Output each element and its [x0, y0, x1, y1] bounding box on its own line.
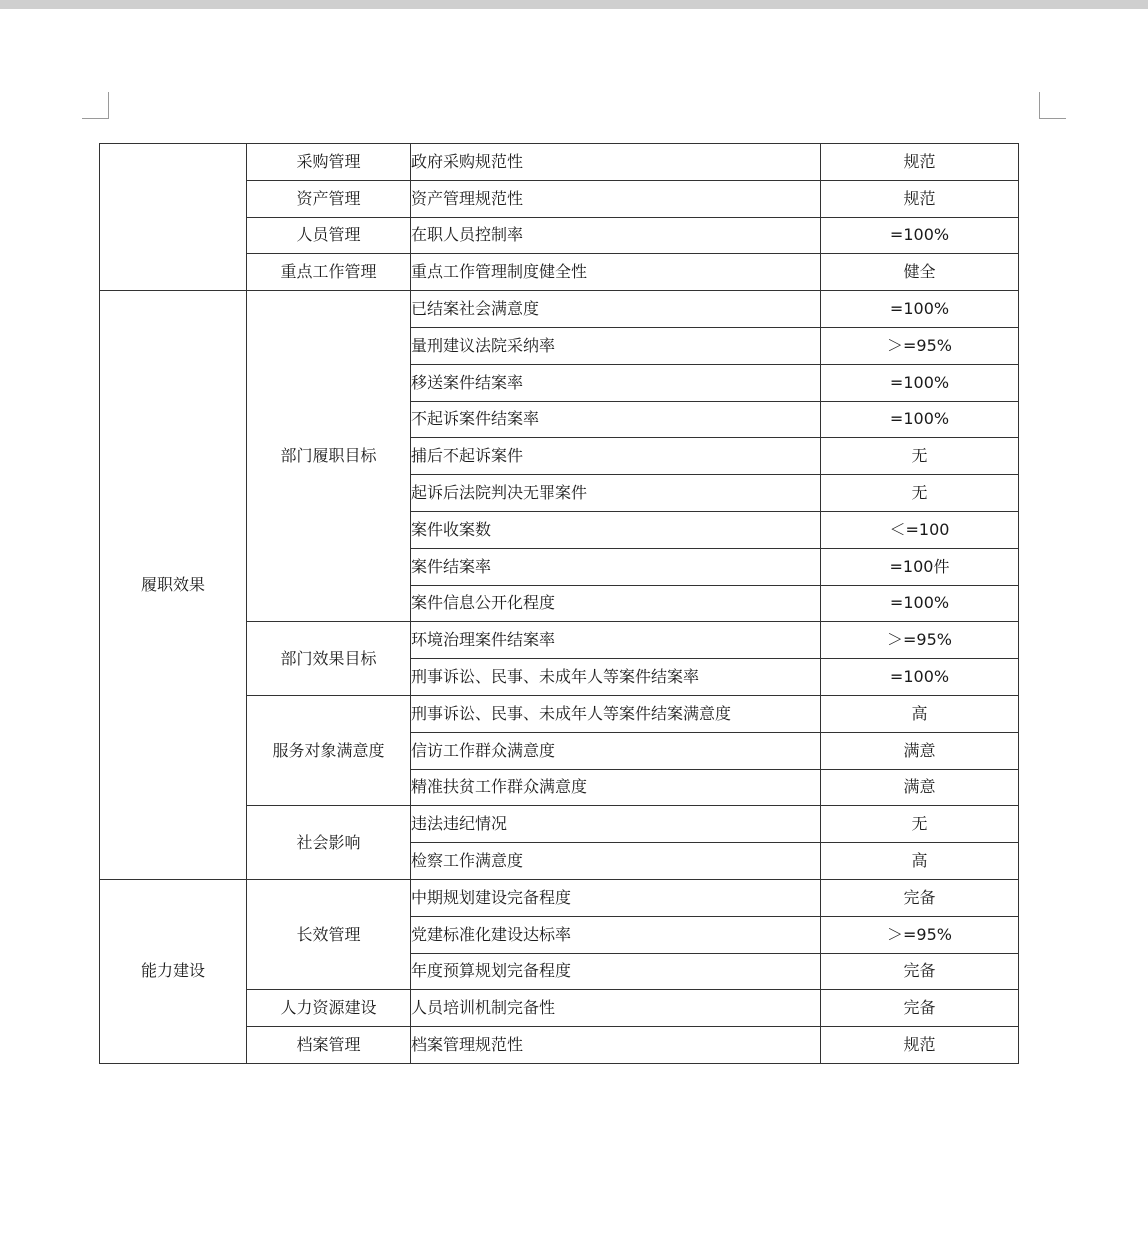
target-value-cell: 满意 — [821, 769, 1019, 806]
target-value-cell: =100% — [821, 291, 1019, 328]
table-row — [100, 879, 1019, 916]
page-corner-mark-left — [82, 92, 109, 119]
target-value-cell: 高 — [821, 843, 1019, 880]
indicator-cell: 违法违纪情况 — [411, 806, 821, 843]
level2-cell: 长效管理 — [247, 879, 411, 989]
target-value-cell: 规范 — [821, 1027, 1019, 1064]
target-value-cell: ＜=100 — [821, 511, 1019, 548]
target-value-cell: 无 — [821, 438, 1019, 475]
level2-cell: 部门效果目标 — [247, 622, 411, 696]
indicator-cell: 资产管理规范性 — [411, 180, 821, 217]
target-value-cell: ＞=95% — [821, 622, 1019, 659]
target-value-cell: 规范 — [821, 180, 1019, 217]
level2-cell: 人员管理 — [247, 217, 411, 254]
indicator-cell: 人员培训机制完备性 — [411, 990, 821, 1027]
indicator-cell: 刑事诉讼、民事、未成年人等案件结案满意度 — [411, 695, 821, 732]
indicator-cell: 案件结案率 — [411, 548, 821, 585]
target-value-cell: ＞=95% — [821, 327, 1019, 364]
indicator-cell: 已结案社会满意度 — [411, 291, 821, 328]
level1-cell: 能力建设 — [100, 879, 247, 1063]
target-value-cell: ＞=95% — [821, 916, 1019, 953]
indicator-cell: 刑事诉讼、民事、未成年人等案件结案率 — [411, 659, 821, 696]
page-corner-mark-right — [1039, 92, 1066, 119]
target-value-cell: 高 — [821, 695, 1019, 732]
performance-indicator-table — [99, 143, 1019, 1064]
target-value-cell: 满意 — [821, 732, 1019, 769]
level2-cell: 资产管理 — [247, 180, 411, 217]
indicator-cell: 检察工作满意度 — [411, 843, 821, 880]
target-value-cell: =100% — [821, 217, 1019, 254]
indicator-cell: 中期规划建设完备程度 — [411, 879, 821, 916]
level2-cell: 重点工作管理 — [247, 254, 411, 291]
target-value-cell: 完备 — [821, 879, 1019, 916]
target-value-cell: =100% — [821, 659, 1019, 696]
target-value-cell: 完备 — [821, 953, 1019, 990]
level2-cell: 部门履职目标 — [247, 291, 411, 622]
indicator-cell: 移送案件结案率 — [411, 364, 821, 401]
target-value-cell: 无 — [821, 475, 1019, 512]
level2-cell: 采购管理 — [247, 144, 411, 181]
level2-cell: 档案管理 — [247, 1027, 411, 1064]
level2-cell: 社会影响 — [247, 806, 411, 880]
target-value-cell: 健全 — [821, 254, 1019, 291]
indicator-cell: 起诉后法院判决无罪案件 — [411, 475, 821, 512]
indicator-cell: 案件收案数 — [411, 511, 821, 548]
indicator-cell: 环境治理案件结案率 — [411, 622, 821, 659]
target-value-cell: =100% — [821, 585, 1019, 622]
indicator-cell: 重点工作管理制度健全性 — [411, 254, 821, 291]
indicator-cell: 精准扶贫工作群众满意度 — [411, 769, 821, 806]
indicator-cell: 档案管理规范性 — [411, 1027, 821, 1064]
target-value-cell: 规范 — [821, 144, 1019, 181]
target-value-cell: =100件 — [821, 548, 1019, 585]
indicator-cell: 年度预算规划完备程度 — [411, 953, 821, 990]
indicator-cell: 不起诉案件结案率 — [411, 401, 821, 438]
indicator-cell: 捕后不起诉案件 — [411, 438, 821, 475]
indicator-cell: 政府采购规范性 — [411, 144, 821, 181]
target-value-cell: 无 — [821, 806, 1019, 843]
indicator-cell: 案件信息公开化程度 — [411, 585, 821, 622]
level2-cell: 服务对象满意度 — [247, 695, 411, 805]
indicator-cell: 量刑建议法院采纳率 — [411, 327, 821, 364]
target-value-cell: 完备 — [821, 990, 1019, 1027]
level1-cell: 履职效果 — [100, 291, 247, 880]
indicator-cell: 信访工作群众满意度 — [411, 732, 821, 769]
level1-cell — [100, 144, 247, 291]
level2-cell: 人力资源建设 — [247, 990, 411, 1027]
table-row — [100, 144, 1019, 181]
target-value-cell: =100% — [821, 364, 1019, 401]
target-value-cell: =100% — [821, 401, 1019, 438]
top-gray-bar — [0, 0, 1148, 9]
table-row — [100, 291, 1019, 328]
indicator-cell: 党建标准化建设达标率 — [411, 916, 821, 953]
indicator-cell: 在职人员控制率 — [411, 217, 821, 254]
